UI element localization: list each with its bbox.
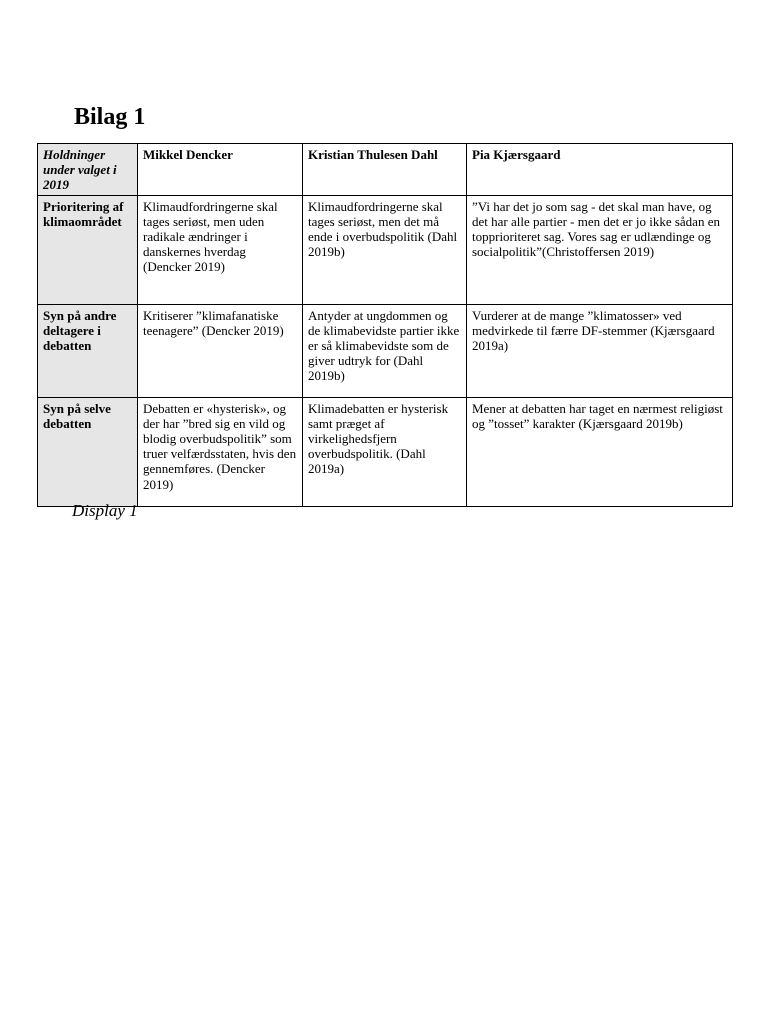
column-header-dahl: Kristian Thulesen Dahl [303, 144, 467, 196]
table-cell: Vurderer at de mange ”klimatosser» ved medvirkede til færre DF-stemmer (Kjærsgaard 2019a) [467, 304, 733, 397]
table-cell: ”Vi har det jo som sag - det skal man have, og det har alle partier - men det er jo ikke sådan en topprioriteret sag. Vores sag er udlændinge og socialpolitik”(Christoffersen 2019) [467, 195, 733, 304]
table-row [38, 195, 733, 304]
column-header-dencker: Mikkel Dencker [138, 144, 303, 196]
table-caption: Display 1 [72, 501, 138, 520]
table-cell: Antyder at ungdommen og de klimabevidste partier ikke er så klimabevidste som de giver udtryk for (Dahl 2019b) [303, 304, 467, 397]
corner-header-cell: Holdninger under valget i 2019 [38, 144, 138, 196]
page-title: Bilag 1 [74, 104, 146, 130]
table-row [38, 397, 733, 506]
table-cell: Kritiserer ”klimafanatiske teenagere” (Dencker 2019) [138, 304, 303, 397]
row-header-prioritering: Prioritering af klimaområdet [38, 195, 138, 304]
table-cell: Klimaudfordringerne skal tages seriøst, men uden radikale ændringer i danskernes hverdag (Dencker 2019) [138, 195, 303, 304]
column-header-kjaersgaard: Pia Kjærsgaard [467, 144, 733, 196]
table-cell: Klimadebatten er hysterisk samt præget af virkelighedsfjern overbudspolitik. (Dahl 2019a) [303, 397, 467, 506]
row-header-andre-deltagere: Syn på andre deltagere i debatten [38, 304, 138, 397]
table-header-row [38, 144, 733, 196]
table-cell: Mener at debatten har taget en nærmest religiøst og ”tosset” karakter (Kjærsgaard 2019b) [467, 397, 733, 506]
stance-table [37, 143, 733, 507]
table-row [38, 304, 733, 397]
table-cell: Debatten er «hysterisk», og der har ”bred sig en vild og blodig overbudspolitik” som truer velfærdsstaten, hvis den gennemføres. (Dencker 2019) [138, 397, 303, 506]
table-cell: Klimaudfordringerne skal tages seriøst, men det må ende i overbudspolitik (Dahl 2019b) [303, 195, 467, 304]
row-header-selve-debatten: Syn på selve debatten [38, 397, 138, 506]
